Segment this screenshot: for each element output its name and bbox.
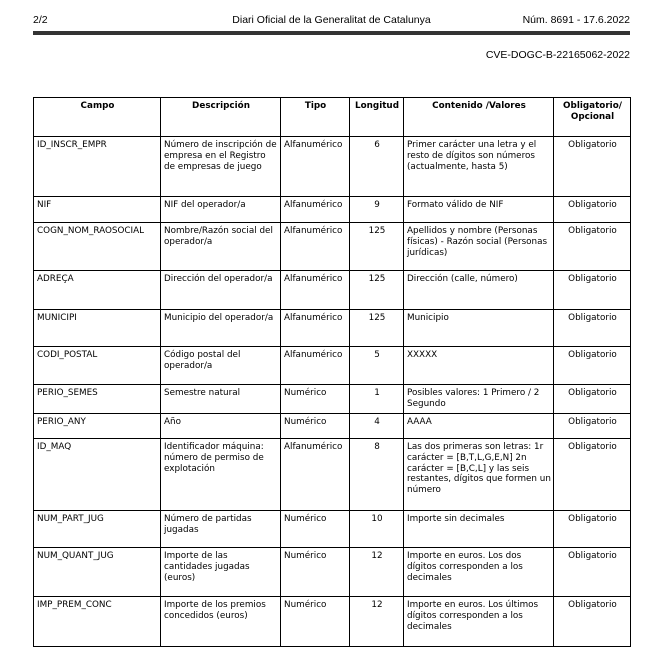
cell-tipo: Alfanumérico: [281, 271, 350, 310]
cell-campo: CODI_POSTAL: [34, 347, 161, 385]
cell-contenido: XXXXX: [404, 347, 554, 385]
cell-descripcion: Identificador máquina: número de permiso de explotación: [161, 439, 281, 511]
cell-longitud: 9: [350, 197, 404, 223]
cell-descripcion: Código postal del operador/a: [161, 347, 281, 385]
cell-campo: ID_MAQ: [34, 439, 161, 511]
header-obligatorio: Obligatorio/ Opcional: [554, 98, 631, 137]
table-row: [34, 511, 631, 548]
header-rule: [33, 31, 630, 35]
cell-campo: ADREÇA: [34, 271, 161, 310]
cell-contenido: Formato válido de NIF: [404, 197, 554, 223]
table-row: [34, 310, 631, 347]
cell-descripcion: Nombre/Razón social del operador/a: [161, 223, 281, 271]
cell-obligatorio: Obligatorio: [554, 511, 631, 548]
fields-table: [33, 97, 631, 647]
cell-contenido: Primer carácter una letra y el resto de dígitos son números (actualmente, hasta 5): [404, 137, 554, 197]
header-campo: Campo: [34, 98, 161, 137]
cell-descripcion: Semestre natural: [161, 385, 281, 414]
cell-descripcion: NIF del operador/a: [161, 197, 281, 223]
cell-obligatorio: Obligatorio: [554, 271, 631, 310]
table-row: [34, 597, 631, 647]
cell-tipo: Alfanumérico: [281, 439, 350, 511]
cell-campo: COGN_NOM_RAOSOCIAL: [34, 223, 161, 271]
table-row: [34, 197, 631, 223]
page-header: [33, 12, 630, 28]
header-longitud: Longitud: [350, 98, 404, 137]
cell-campo: ID_INSCR_EMPR: [34, 137, 161, 197]
cell-campo: PERIO_SEMES: [34, 385, 161, 414]
cell-obligatorio: Obligatorio: [554, 197, 631, 223]
cell-campo: NUM_PART_JUG: [34, 511, 161, 548]
cell-longitud: 125: [350, 310, 404, 347]
table-row: [34, 137, 631, 197]
cell-contenido: Importe sin decimales: [404, 511, 554, 548]
header-contenido: Contenido /Valores: [404, 98, 554, 137]
table-row: [34, 439, 631, 511]
header-descripcion: Descripción: [161, 98, 281, 137]
cell-tipo: Alfanumérico: [281, 347, 350, 385]
cell-longitud: 4: [350, 414, 404, 439]
cell-longitud: 1: [350, 385, 404, 414]
cell-longitud: 125: [350, 223, 404, 271]
cell-longitud: 125: [350, 271, 404, 310]
table-row: [34, 385, 631, 414]
cell-obligatorio: Obligatorio: [554, 414, 631, 439]
cell-tipo: Numérico: [281, 385, 350, 414]
cell-descripcion: Municipio del operador/a: [161, 310, 281, 347]
cell-obligatorio: Obligatorio: [554, 548, 631, 597]
cell-longitud: 10: [350, 511, 404, 548]
cell-descripcion: Dirección del operador/a: [161, 271, 281, 310]
journal-title: Diari Oficial de la Generalitat de Catalunya: [232, 14, 431, 26]
cell-obligatorio: Obligatorio: [554, 137, 631, 197]
cell-campo: MUNICIPI: [34, 310, 161, 347]
cell-tipo: Alfanumérico: [281, 197, 350, 223]
cell-obligatorio: Obligatorio: [554, 347, 631, 385]
table-row: [34, 271, 631, 310]
header-tipo: Tipo: [281, 98, 350, 137]
cell-longitud: 6: [350, 137, 404, 197]
cell-descripcion: Importe de los premios concedidos (euros): [161, 597, 281, 647]
cell-campo: IMP_PREM_CONC: [34, 597, 161, 647]
cell-contenido: Posibles valores: 1 Primero / 2 Segundo: [404, 385, 554, 414]
table-row: [34, 347, 631, 385]
cell-tipo: Numérico: [281, 548, 350, 597]
cell-campo: NUM_QUANT_JUG: [34, 548, 161, 597]
cell-campo: NIF: [34, 197, 161, 223]
cell-descripcion: Año: [161, 414, 281, 439]
cell-contenido: AAAA: [404, 414, 554, 439]
cell-tipo: Alfanumérico: [281, 223, 350, 271]
cell-obligatorio: Obligatorio: [554, 385, 631, 414]
cell-obligatorio: Obligatorio: [554, 310, 631, 347]
cell-contenido: Las dos primeras son letras: 1r carácter = [B,T,L,G,E,N] 2n carácter = [B,C,L] y las seis restantes, dígitos que formen un número: [404, 439, 554, 511]
cell-contenido: Importe en euros. Los dos dígitos corresponden a los decimales: [404, 548, 554, 597]
cell-obligatorio: Obligatorio: [554, 439, 631, 511]
cell-tipo: Alfanumérico: [281, 137, 350, 197]
cve-code: CVE-DOGC-B-22165062-2022: [485, 49, 630, 61]
cell-contenido: Municipio: [404, 310, 554, 347]
cell-contenido: Apellidos y nombre (Personas físicas) - Razón social (Personas jurídicas): [404, 223, 554, 271]
cell-longitud: 8: [350, 439, 404, 511]
cell-tipo: Numérico: [281, 414, 350, 439]
table-header-row: [34, 98, 631, 137]
cell-obligatorio: Obligatorio: [554, 223, 631, 271]
cell-obligatorio: Obligatorio: [554, 597, 631, 647]
cell-contenido: Importe en euros. Los últimos dígitos corresponden a los decimales: [404, 597, 554, 647]
cell-tipo: Numérico: [281, 597, 350, 647]
page-number: 2/2: [33, 14, 48, 26]
cell-tipo: Alfanumérico: [281, 310, 350, 347]
cell-descripcion: Importe de las cantidades jugadas (euros): [161, 548, 281, 597]
cell-campo: PERIO_ANY: [34, 414, 161, 439]
cell-contenido: Dirección (calle, número): [404, 271, 554, 310]
table-row: [34, 548, 631, 597]
issue-number-date: Núm. 8691 - 17.6.2022: [522, 14, 630, 26]
cell-longitud: 5: [350, 347, 404, 385]
cell-descripcion: Número de partidas jugadas: [161, 511, 281, 548]
cell-longitud: 12: [350, 597, 404, 647]
table-row: [34, 223, 631, 271]
cell-longitud: 12: [350, 548, 404, 597]
cell-tipo: Numérico: [281, 511, 350, 548]
cell-descripcion: Número de inscripción de empresa en el Registro de empresas de juego: [161, 137, 281, 197]
table-row: [34, 414, 631, 439]
